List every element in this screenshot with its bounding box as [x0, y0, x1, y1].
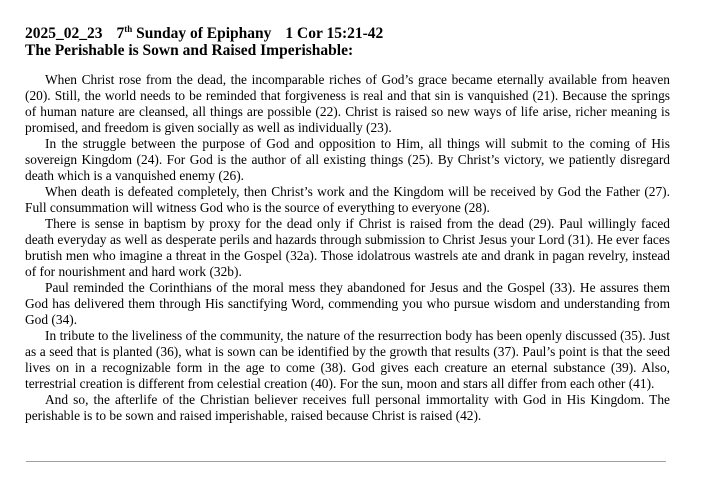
occasion-name: Sunday of Epiphany	[136, 25, 272, 42]
paragraph: When Christ rose from the dead, the incomparable riches of God’s grace became eternally available from heaven (20). Still, the world needs to be reminded that forgiveness is real and that sin is vanquished (21). Because the springs of human nature are cleansed, all things are possible (22). Christ is raised so new ways of life arise, richer meaning is promised, and freedom is given socially as well as individually (23).	[25, 72, 670, 135]
header-line	[25, 25, 670, 42]
paragraph: In the struggle between the purpose of God and opposition to Him, all things will submit to the coming of His sovereign Kingdom (24). For God is the author of all existing things (25). By Christ’s victory, we patiently disregard death which is a vanquished enemy (26).	[25, 136, 670, 183]
paragraph: And so, the afterlife of the Christian believer receives full personal immortality with God in His Kingdom. The perishable is to be sown and raised imperishable, raised because Christ is raised (42).	[25, 392, 670, 423]
paragraph: Paul reminded the Corinthians of the moral mess they abandoned for Jesus and the Gospel (33). He assures them God has delivered them through His sanctifying Word, commending you who pursue wisdom and understanding from God (34).	[25, 280, 670, 327]
paragraph: There is sense in baptism by proxy for the dead only if Christ is raised from the dead (29). Paul willingly faced death everyday as well as desperate perils and hazards through submission to Christ Jesus your Lord (31). He ever faces brutish men who imagine a threat in the Gospel (32a). Those idolatrous wastrels ate and drank in pagan revelry, instead of for nourishment and hard work (32b).	[25, 216, 670, 279]
footer-divider	[26, 461, 666, 462]
occasion-ordinal: 7	[116, 25, 125, 42]
sermon-date: 2025_02_23	[25, 25, 103, 42]
document-title: The Perishable is Sown and Raised Imperishable:	[25, 42, 354, 59]
paragraph: In tribute to the liveliness of the community, the nature of the resurrection body has been openly discussed (35). Just as a seed that is planted (36), what is sown can be identified by the growth that results (37). Paul’s point is that the seed lives on in a recognizable form in the age to come (38). God gives each creature an eternal substance (39). Also, terrestrial creation is different from celestial creation (40). For the sun, moon and stars all differ from each other (41).	[25, 328, 670, 391]
document-page	[25, 25, 670, 424]
paragraph: When death is defeated completely, then Christ’s work and the Kingdom will be received by God the Father (27). Full consummation will witness God who is the source of everything to everyone (28).	[25, 184, 670, 215]
scripture-reference: 1 Cor 15:21-42	[285, 25, 384, 42]
document-body	[25, 72, 670, 424]
occasion-suffix: th	[124, 24, 133, 34]
